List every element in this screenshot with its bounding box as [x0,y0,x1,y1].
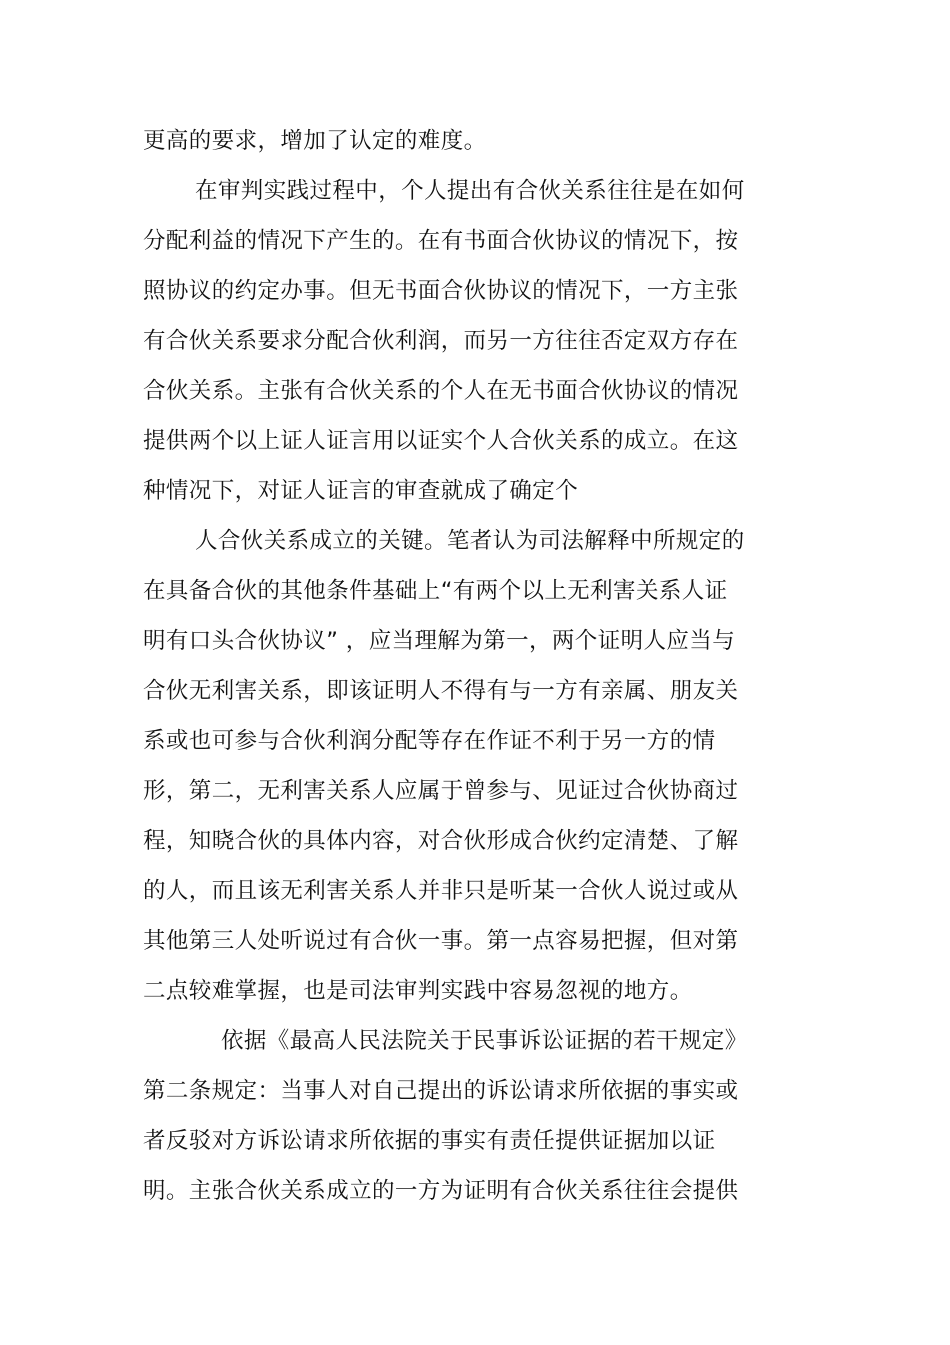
text-line: 合伙关系。主张有合伙关系的个人在无书面合伙协议的情况 [143,378,739,404]
paragraph-first-line: 人合伙关系成立的关键。笔者认为司法解释中所规定的 [195,528,745,554]
text-line: 明有口头合伙协议” ，应当理解为第一，两个证明人应当与 [143,628,736,654]
text-line: 明。主张合伙关系成立的一方为证明有合伙关系往往会提供 [143,1178,739,1204]
text-line: 系或也可参与合伙利润分配等存在作证不利于另一方的情 [143,728,716,754]
text-line: 种情况下，对证人证言的审查就成了确定个 [143,478,579,504]
paragraph-first-line: 依据《最高人民法院关于民事诉讼证据的若干规定》 [221,1028,748,1054]
text-line: 二点较难掌握，也是司法审判实践中容易忽视的地方。 [143,978,693,1004]
text-line: 的人，而且该无利害关系人并非只是听某一合伙人说过或从 [143,878,739,904]
text-line: 程，知晓合伙的具体内容，对合伙形成合伙约定清楚、了解 [143,828,739,854]
text-line: 第二条规定：当事人对自己提出的诉讼请求所依据的事实或 [143,1078,739,1104]
paragraph-first-line: 在审判实践过程中，个人提出有合伙关系往往是在如何 [195,178,745,204]
text-line: 照协议的约定办事。但无书面合伙协议的情况下，一方主张 [143,278,739,304]
text-line: 分配利益的情况下产生的。在有书面合伙协议的情况下，按 [143,228,739,254]
text-line: 形，第二，无利害关系人应属于曾参与、见证过合伙协商过 [143,778,739,804]
text-line: 提供两个以上证人证言用以证实个人合伙关系的成立。在这 [143,428,739,454]
text-line: 者反驳对方诉讼请求所依据的事实有责任提供证据加以证 [143,1128,716,1154]
text-line: 其他第三人处听说过有合伙一事。第一点容易把握，但对第 [143,928,739,954]
text-line: 有合伙关系要求分配合伙利润，而另一方往往否定双方存在 [143,328,739,354]
text-line: 更高的要求，增加了认定的难度。 [143,128,487,154]
text-line: 合伙无利害关系，即该证明人不得有与一方有亲属、朋友关 [143,678,739,704]
text-line: 在具备合伙的其他条件基础上“有两个以上无利害关系人证 [143,578,728,604]
